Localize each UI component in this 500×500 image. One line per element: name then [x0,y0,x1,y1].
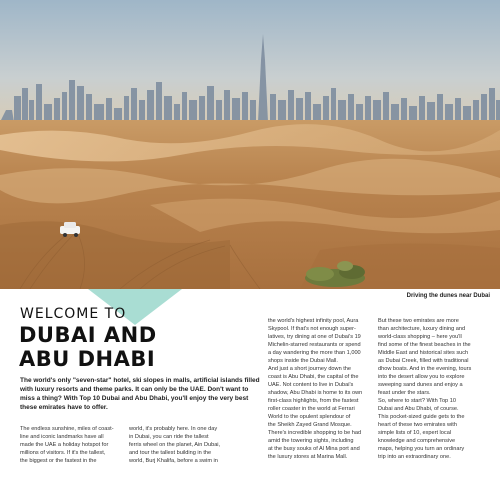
body-column-3: the world's highest infinity pool, Aura Skypool. If that's not enough super- latives, try dining at one of Dubai's 19 Michelin-starred restaurants or spend a day wandering the more than 1,000 shops inside the Dubai Mall. And just a short journey down the coast is Abu Dhabi, the capital of the UAE. Not content to live in Dubai's shadow, Abu Dhabi is home to its own first-class highlights, from the fastest roller coaster in the world at Ferrari World to the opulent splendour of the Sheikh Zayed Grand Mosque. There's incredible shopping to be had amid the towering sights, including at the busy souks of Al Mina port and the luxury stores at Marina Mall. [268,318,363,460]
body-column-4: But these two emirates are more than architecture, luxury dining and world-class shopping – here you'll find some of the finest beaches in the Middle East and historical sites such as Dubai Creek, filled with traditional dhow boats. And in the evening, tours into the desert allow you to explore sweeping sand dunes and enjoy a feast under the stars. So, where to start? With Top 10 Dubai and Abu Dhabi, of course. This pocket-sized guide gets to the heart of these two emirates with simple lists of 10, expert local knowledge and comprehensive maps, helping you turn an ordinary trip into an extraordinary one. [378,318,472,460]
body-column-1: The endless sunshine, miles of coast- line and iconic landmarks have all made the UAE a holiday hotspot for millions of visitors. If it's the tallest, the biggest or the fastest in the [20,426,114,464]
body-column-2: world, it's probably here. In one day in Dubai, you can ride the tallest ferris wheel on the planet, Ain Dubai, and tour the tallest building in the world, Burj Khalifa, before a swim in [129,426,221,464]
photo-caption: Driving the dunes near Dubai [406,293,490,299]
page-title [19,323,259,371]
page-title-line-2: ABU DHABI [19,347,156,371]
page-title-line-1: DUBAI AND [19,323,157,347]
section-kicker: WELCOME TO [20,306,127,322]
intro-paragraph: The world's only "seven-star" hotel, ski slopes in malls, artificial islands filled with luxury resorts and theme parks. It can only be the UAE. Don't want to miss a thing? With Top 10 Dubai and Abu Dhabi, you'll enjoy the very best these emirates have to offer. [20,377,260,411]
